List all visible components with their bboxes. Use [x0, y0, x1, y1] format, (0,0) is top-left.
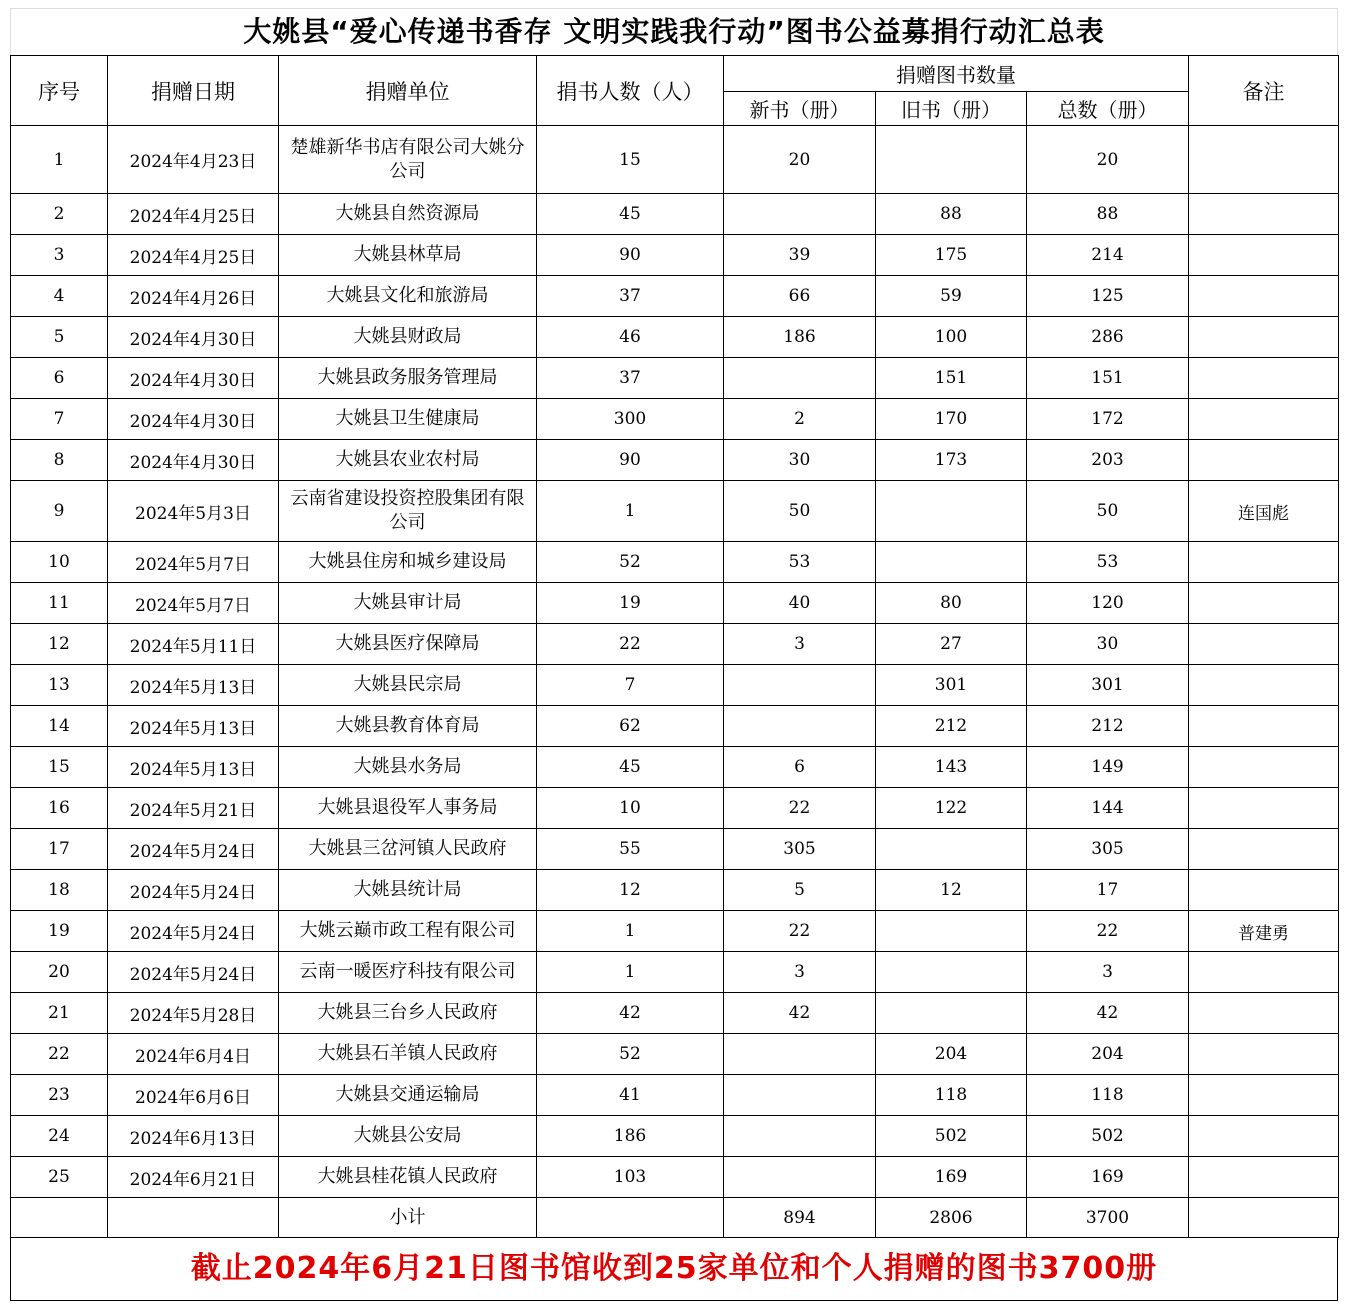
- cell-remark: [1189, 624, 1339, 665]
- cell-total: 20: [1027, 126, 1189, 194]
- table-row: [11, 583, 1339, 624]
- cell-index: 23: [11, 1075, 108, 1116]
- cell-unit: 大姚县统计局: [279, 870, 537, 911]
- cell-new: 50: [724, 481, 876, 542]
- cell-remark: [1189, 870, 1339, 911]
- cell-index: 18: [11, 870, 108, 911]
- table-row: [11, 870, 1339, 911]
- cell-date: 2024年5月13日: [108, 747, 279, 788]
- cell-remark: [1189, 788, 1339, 829]
- cell-old: 212: [876, 706, 1027, 747]
- table-row: [11, 194, 1339, 235]
- cell-remark: [1189, 1116, 1339, 1157]
- cell-old: 88: [876, 194, 1027, 235]
- cell-unit: 大姚县民宗局: [279, 665, 537, 706]
- cell-date: 2024年5月7日: [108, 583, 279, 624]
- subtotal-total: 3700: [1027, 1198, 1189, 1238]
- cell-new: 2: [724, 399, 876, 440]
- table-row: [11, 317, 1339, 358]
- header-donors: 捐书人数（人）: [537, 56, 724, 126]
- cell-donors: 300: [537, 399, 724, 440]
- cell-donors: 7: [537, 665, 724, 706]
- table-row: [11, 911, 1339, 952]
- cell-remark: [1189, 1034, 1339, 1075]
- cell-date: 2024年4月30日: [108, 399, 279, 440]
- cell-unit: 大姚县医疗保障局: [279, 624, 537, 665]
- cell-index: 15: [11, 747, 108, 788]
- cell-index: 19: [11, 911, 108, 952]
- cell-old: 170: [876, 399, 1027, 440]
- cell-donors: 90: [537, 440, 724, 481]
- table-row: [11, 126, 1339, 194]
- table-row: [11, 624, 1339, 665]
- cell-unit: 大姚县政务服务管理局: [279, 358, 537, 399]
- cell-index: 24: [11, 1116, 108, 1157]
- cell-unit: 大姚县文化和旅游局: [279, 276, 537, 317]
- cell-unit: 大姚县桂花镇人民政府: [279, 1157, 537, 1198]
- cell-donors: 186: [537, 1116, 724, 1157]
- cell-donors: 45: [537, 194, 724, 235]
- cell-donors: 52: [537, 542, 724, 583]
- cell-remark: [1189, 126, 1339, 194]
- cell-total: 169: [1027, 1157, 1189, 1198]
- cell-new: 39: [724, 235, 876, 276]
- cell-remark: [1189, 993, 1339, 1034]
- cell-old: [876, 911, 1027, 952]
- table-row: [11, 1157, 1339, 1198]
- cell-date: 2024年5月3日: [108, 481, 279, 542]
- table-row: [11, 829, 1339, 870]
- cell-date: 2024年5月21日: [108, 788, 279, 829]
- cell-index: 4: [11, 276, 108, 317]
- cell-total: 53: [1027, 542, 1189, 583]
- cell-donors: 1: [537, 481, 724, 542]
- cell-old: 80: [876, 583, 1027, 624]
- cell-unit: 大姚县交通运输局: [279, 1075, 537, 1116]
- cell-remark: [1189, 1157, 1339, 1198]
- sheet-title: 大姚县“爱心传递书香存 文明实践我行动”图书公益募捐行动汇总表: [10, 8, 1338, 55]
- cell-total: 42: [1027, 993, 1189, 1034]
- cell-remark: 连国彪: [1189, 481, 1339, 542]
- header-unit: 捐赠单位: [279, 56, 537, 126]
- cell-index: 20: [11, 952, 108, 993]
- cell-new: 30: [724, 440, 876, 481]
- cell-remark: 普建勇: [1189, 911, 1339, 952]
- cell-unit: 大姚县退役军人事务局: [279, 788, 537, 829]
- cell-total: 502: [1027, 1116, 1189, 1157]
- subtotal-donors-cell: [537, 1198, 724, 1238]
- cell-unit: 大姚县农业农村局: [279, 440, 537, 481]
- cell-date: 2024年6月13日: [108, 1116, 279, 1157]
- cell-new: 3: [724, 952, 876, 993]
- cell-remark: [1189, 706, 1339, 747]
- cell-donors: 46: [537, 317, 724, 358]
- cell-unit: 大姚县财政局: [279, 317, 537, 358]
- cell-unit: 大姚县林草局: [279, 235, 537, 276]
- cell-unit: 大姚县审计局: [279, 583, 537, 624]
- cell-old: 301: [876, 665, 1027, 706]
- cell-total: 125: [1027, 276, 1189, 317]
- cell-date: 2024年5月13日: [108, 665, 279, 706]
- cell-index: 14: [11, 706, 108, 747]
- cell-total: 151: [1027, 358, 1189, 399]
- cell-new: [724, 1157, 876, 1198]
- cell-new: 186: [724, 317, 876, 358]
- cell-old: 204: [876, 1034, 1027, 1075]
- cell-new: [724, 665, 876, 706]
- cell-index: 16: [11, 788, 108, 829]
- table-row: [11, 952, 1339, 993]
- header-old-books: 旧书（册）: [876, 92, 1027, 126]
- cell-donors: 37: [537, 276, 724, 317]
- cell-index: 6: [11, 358, 108, 399]
- cell-date: 2024年5月28日: [108, 993, 279, 1034]
- cell-index: 25: [11, 1157, 108, 1198]
- cell-total: 172: [1027, 399, 1189, 440]
- cell-new: [724, 1116, 876, 1157]
- cell-total: 22: [1027, 911, 1189, 952]
- header-new-books: 新书（册）: [724, 92, 876, 126]
- cell-donors: 1: [537, 911, 724, 952]
- table-row: [11, 747, 1339, 788]
- table-row: [11, 1116, 1339, 1157]
- cell-unit: 楚雄新华书店有限公司大姚分公司: [279, 126, 537, 194]
- cell-total: 17: [1027, 870, 1189, 911]
- table-row: [11, 276, 1339, 317]
- cell-total: 30: [1027, 624, 1189, 665]
- cell-remark: [1189, 1075, 1339, 1116]
- table-row: [11, 542, 1339, 583]
- cell-index: 13: [11, 665, 108, 706]
- cell-index: 2: [11, 194, 108, 235]
- cell-remark: [1189, 399, 1339, 440]
- header-books-group: 捐赠图书数量: [724, 56, 1189, 92]
- table-row: [11, 481, 1339, 542]
- table-row: [11, 399, 1339, 440]
- cell-total: 3: [1027, 952, 1189, 993]
- cell-old: 151: [876, 358, 1027, 399]
- cell-index: 5: [11, 317, 108, 358]
- cell-old: [876, 126, 1027, 194]
- cell-new: [724, 358, 876, 399]
- cell-old: [876, 481, 1027, 542]
- cell-donors: 1: [537, 952, 724, 993]
- cell-remark: [1189, 829, 1339, 870]
- cell-date: 2024年5月24日: [108, 870, 279, 911]
- cell-unit: 大姚县住房和城乡建设局: [279, 542, 537, 583]
- cell-total: 118: [1027, 1075, 1189, 1116]
- subtotal-row: [11, 1198, 1339, 1238]
- cell-index: 3: [11, 235, 108, 276]
- header-date: 捐赠日期: [108, 56, 279, 126]
- cell-new: 53: [724, 542, 876, 583]
- table-row: [11, 440, 1339, 481]
- cell-index: 22: [11, 1034, 108, 1075]
- cell-old: [876, 542, 1027, 583]
- cell-total: 212: [1027, 706, 1189, 747]
- table-row: [11, 665, 1339, 706]
- cell-old: 175: [876, 235, 1027, 276]
- cell-new: [724, 1075, 876, 1116]
- cell-donors: 12: [537, 870, 724, 911]
- cell-remark: [1189, 235, 1339, 276]
- cell-index: 7: [11, 399, 108, 440]
- cell-index: 21: [11, 993, 108, 1034]
- cell-date: 2024年4月25日: [108, 194, 279, 235]
- cell-new: 5: [724, 870, 876, 911]
- cell-old: [876, 993, 1027, 1034]
- cell-remark: [1189, 358, 1339, 399]
- cell-donors: 37: [537, 358, 724, 399]
- header-total-books: 总数（册）: [1027, 92, 1189, 126]
- cell-remark: [1189, 194, 1339, 235]
- cell-new: [724, 706, 876, 747]
- cell-donors: 19: [537, 583, 724, 624]
- cell-new: 66: [724, 276, 876, 317]
- table-row: [11, 706, 1339, 747]
- cell-total: 203: [1027, 440, 1189, 481]
- table-row: [11, 358, 1339, 399]
- cell-old: 118: [876, 1075, 1027, 1116]
- cell-unit: 云南省建设投资控股集团有限公司: [279, 481, 537, 542]
- cell-old: 100: [876, 317, 1027, 358]
- cell-total: 286: [1027, 317, 1189, 358]
- cell-remark: [1189, 276, 1339, 317]
- table-row: [11, 1034, 1339, 1075]
- cell-new: 3: [724, 624, 876, 665]
- cell-donors: 103: [537, 1157, 724, 1198]
- header-remark: 备注: [1189, 56, 1339, 126]
- cell-unit: 大姚县卫生健康局: [279, 399, 537, 440]
- cell-new: 6: [724, 747, 876, 788]
- summary-note: 截止2024年6月21日图书馆收到25家单位和个人捐赠的图书3700册: [10, 1238, 1338, 1301]
- cell-remark: [1189, 542, 1339, 583]
- cell-date: 2024年5月13日: [108, 706, 279, 747]
- cell-old: 59: [876, 276, 1027, 317]
- cell-new: [724, 1034, 876, 1075]
- cell-date: 2024年4月26日: [108, 276, 279, 317]
- cell-donors: 42: [537, 993, 724, 1034]
- donation-summary-sheet: [10, 8, 1338, 1301]
- cell-remark: [1189, 583, 1339, 624]
- cell-unit: 云南一暖医疗科技有限公司: [279, 952, 537, 993]
- cell-old: 169: [876, 1157, 1027, 1198]
- cell-new: 22: [724, 788, 876, 829]
- cell-index: 11: [11, 583, 108, 624]
- cell-old: 143: [876, 747, 1027, 788]
- cell-old: [876, 829, 1027, 870]
- cell-total: 120: [1027, 583, 1189, 624]
- donation-table: [10, 55, 1339, 1238]
- cell-new: 22: [724, 911, 876, 952]
- cell-index: 1: [11, 126, 108, 194]
- cell-donors: 55: [537, 829, 724, 870]
- cell-date: 2024年6月4日: [108, 1034, 279, 1075]
- cell-date: 2024年5月24日: [108, 911, 279, 952]
- cell-new: 40: [724, 583, 876, 624]
- table-row: [11, 1075, 1339, 1116]
- cell-remark: [1189, 665, 1339, 706]
- cell-old: [876, 952, 1027, 993]
- cell-date: 2024年5月24日: [108, 952, 279, 993]
- cell-total: 301: [1027, 665, 1189, 706]
- cell-date: 2024年5月7日: [108, 542, 279, 583]
- cell-total: 144: [1027, 788, 1189, 829]
- subtotal-date-cell: [108, 1198, 279, 1238]
- cell-index: 9: [11, 481, 108, 542]
- cell-unit: 大姚县石羊镇人民政府: [279, 1034, 537, 1075]
- cell-unit: 大姚县教育体育局: [279, 706, 537, 747]
- cell-unit: 大姚县三岔河镇人民政府: [279, 829, 537, 870]
- cell-old: 12: [876, 870, 1027, 911]
- cell-old: 173: [876, 440, 1027, 481]
- cell-donors: 15: [537, 126, 724, 194]
- cell-total: 50: [1027, 481, 1189, 542]
- cell-donors: 10: [537, 788, 724, 829]
- cell-donors: 90: [537, 235, 724, 276]
- cell-date: 2024年4月30日: [108, 358, 279, 399]
- cell-total: 149: [1027, 747, 1189, 788]
- cell-index: 10: [11, 542, 108, 583]
- cell-donors: 22: [537, 624, 724, 665]
- cell-remark: [1189, 952, 1339, 993]
- subtotal-new: 894: [724, 1198, 876, 1238]
- subtotal-remark-cell: [1189, 1198, 1339, 1238]
- cell-old: 122: [876, 788, 1027, 829]
- cell-new: 42: [724, 993, 876, 1034]
- subtotal-label: 小计: [279, 1198, 537, 1238]
- cell-total: 88: [1027, 194, 1189, 235]
- cell-date: 2024年6月6日: [108, 1075, 279, 1116]
- table-row: [11, 993, 1339, 1034]
- cell-remark: [1189, 747, 1339, 788]
- cell-old: 27: [876, 624, 1027, 665]
- table-body: [11, 126, 1339, 1198]
- table-row: [11, 788, 1339, 829]
- cell-date: 2024年5月24日: [108, 829, 279, 870]
- cell-donors: 45: [537, 747, 724, 788]
- cell-remark: [1189, 317, 1339, 358]
- cell-date: 2024年6月21日: [108, 1157, 279, 1198]
- cell-total: 204: [1027, 1034, 1189, 1075]
- cell-index: 17: [11, 829, 108, 870]
- table-row: [11, 235, 1339, 276]
- cell-new: [724, 194, 876, 235]
- cell-unit: 大姚县自然资源局: [279, 194, 537, 235]
- cell-new: 305: [724, 829, 876, 870]
- cell-index: 12: [11, 624, 108, 665]
- header-index: 序号: [11, 56, 108, 126]
- cell-new: 20: [724, 126, 876, 194]
- cell-date: 2024年4月23日: [108, 126, 279, 194]
- subtotal-old: 2806: [876, 1198, 1027, 1238]
- cell-remark: [1189, 440, 1339, 481]
- cell-date: 2024年5月11日: [108, 624, 279, 665]
- cell-donors: 41: [537, 1075, 724, 1116]
- cell-donors: 52: [537, 1034, 724, 1075]
- cell-total: 214: [1027, 235, 1189, 276]
- cell-unit: 大姚县公安局: [279, 1116, 537, 1157]
- cell-date: 2024年4月30日: [108, 440, 279, 481]
- cell-date: 2024年4月25日: [108, 235, 279, 276]
- subtotal-index-cell: [11, 1198, 108, 1238]
- cell-unit: 大姚云巅市政工程有限公司: [279, 911, 537, 952]
- cell-unit: 大姚县水务局: [279, 747, 537, 788]
- cell-total: 305: [1027, 829, 1189, 870]
- cell-unit: 大姚县三台乡人民政府: [279, 993, 537, 1034]
- cell-old: 502: [876, 1116, 1027, 1157]
- cell-index: 8: [11, 440, 108, 481]
- cell-date: 2024年4月30日: [108, 317, 279, 358]
- cell-donors: 62: [537, 706, 724, 747]
